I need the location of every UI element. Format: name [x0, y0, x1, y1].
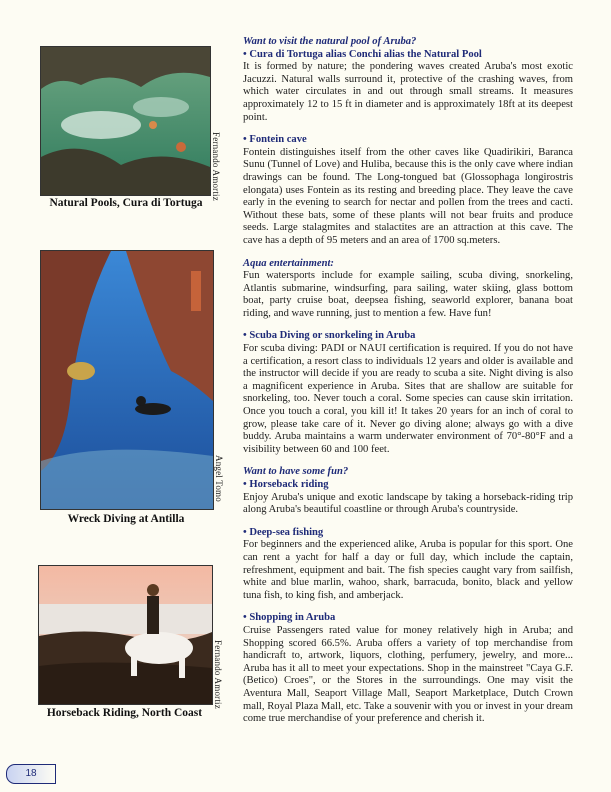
- article-text: [243, 36, 573, 726]
- section-body: Enjoy Aruba's unique and exotic landscape by taking a horseback-riding trip along Aruba's beautiful coastline or through Aruba's countryside.: [243, 491, 573, 516]
- section-title: • Deep-sea fishing: [243, 526, 324, 538]
- section-title: • Horseback riding: [243, 479, 329, 490]
- section-title: • Fontein cave: [243, 134, 307, 146]
- section-body: Fontein distinguishes itself from the other caves like Quadirikiri, Baranca Sunu (Tunnel of Love) and Huliba, because this is the only cave where indian drawings can be found. The Long-tongued bat (Glossophaga longirostris elongata) uses Fontein as its resting and breeding place. They leave the cave early in the evening to search for nectar and pollen from the trees and cacti. Without these bats, some of these plants will not bear fruits and produce seeds. Large stalagmites and stalactites are an attraction at this cave. The cave has a depth of 95 meters and an area of 1700 sq.meters.: [243, 146, 573, 246]
- section-kicker: Want to visit the natural pool of Aruba?: [243, 36, 417, 47]
- photo-natural-pools: [40, 46, 211, 196]
- section-kicker: Aqua entertainment:: [243, 257, 334, 269]
- photo-wreck-diving: [40, 250, 214, 510]
- section-body: For scuba diving: PADI or NAUI certification is required. If you do not have a certification, a resort class to individuals 12 years and older is available and the instructor will decide if you are ready to scuba a site. Night diving is also a magnificent experience in Aruba. Sites that are shallow are suitable for snorkeling, too. Never touch a coral. Some species can cause skin irritation. Once you touch a coral, you kill it! It takes 20 years for an inch of coral to grow, please take care of it. Never go diving alone; always go with a dive buddy. Aruba maintains a warm underwater environment of 70°-80°F and a visibility between 60 and 100 feet.: [243, 343, 573, 455]
- photo-caption: Natural Pools, Cura di Tortuga: [49, 197, 203, 209]
- section-body: Fun watersports include for example sailing, scuba diving, snorkeling, Atlantis submarine, windsurfing, para sailing, water skiing, glass bottom boat, party cruise boat, deepsea fishing, seaworld explorer, banana boat riding, and wave running, just to mention a few. Have fun!: [243, 270, 573, 319]
- photo-caption: Wreck Diving at Antilla: [67, 513, 185, 525]
- section-kicker: Want to have some fun?: [243, 466, 349, 478]
- section-title: • Cura di Tortuga alias Conchi alias the Natural Pool: [243, 48, 482, 60]
- section-body: It is formed by nature; the pondering waves created Aruba's most exotic Jacuzzi. Natural walls surround it, protective of the crashing waves, from which water circulates in and out through small streams. It measures approximately 12 to 15 ft in diameter and is approximately 18ft at its deepest point.: [243, 61, 573, 123]
- photo-horseback-riding: [38, 565, 213, 705]
- photo-credit: Angel Tomo: [214, 455, 224, 502]
- section-body: For beginners and the experienced alike, Aruba is popular for this sport. One can rent a yacht for half a day or full day, which include the captain, refreshment, equipment and bait. The fish species caught vary from sailfish, white and blue marlin, wahoo, shark, barracuda, bonito, black and yellow tuna fish, to king fish, and amberjack.: [243, 539, 573, 601]
- photo-credit: Fernando Amortiz: [211, 132, 221, 201]
- section-title: • Scuba Diving or snorkeling in Aruba: [243, 330, 416, 342]
- page-number: 18: [6, 764, 56, 784]
- section-title: • Shopping in Aruba: [243, 612, 336, 624]
- photo-credit: Fernando Amortiz: [213, 640, 223, 709]
- photo-caption: Horseback Riding, North Coast: [46, 707, 203, 719]
- section-body: Cruise Passengers rated value for money relatively high in Aruba; and Shopping scored 66.5%. Aruba offers a variety of top merchandise from handicraft to, artwork, liquors, clothing, perfumery, jewelry, and more... Aruba has it all to meet your expectations. Shop in the mainstreet "Caya G.F. (Betico) Croes", or the Stores in the surroundings. One may visit the Aventura Mall, Seaport Village Mall, Seaport Marketplace, Dutch Crown mall, Royal Plaza Mall, etc. Take a souvenir with you or invest in your dream come true merchandise of your preference and cherish it.: [243, 624, 573, 725]
